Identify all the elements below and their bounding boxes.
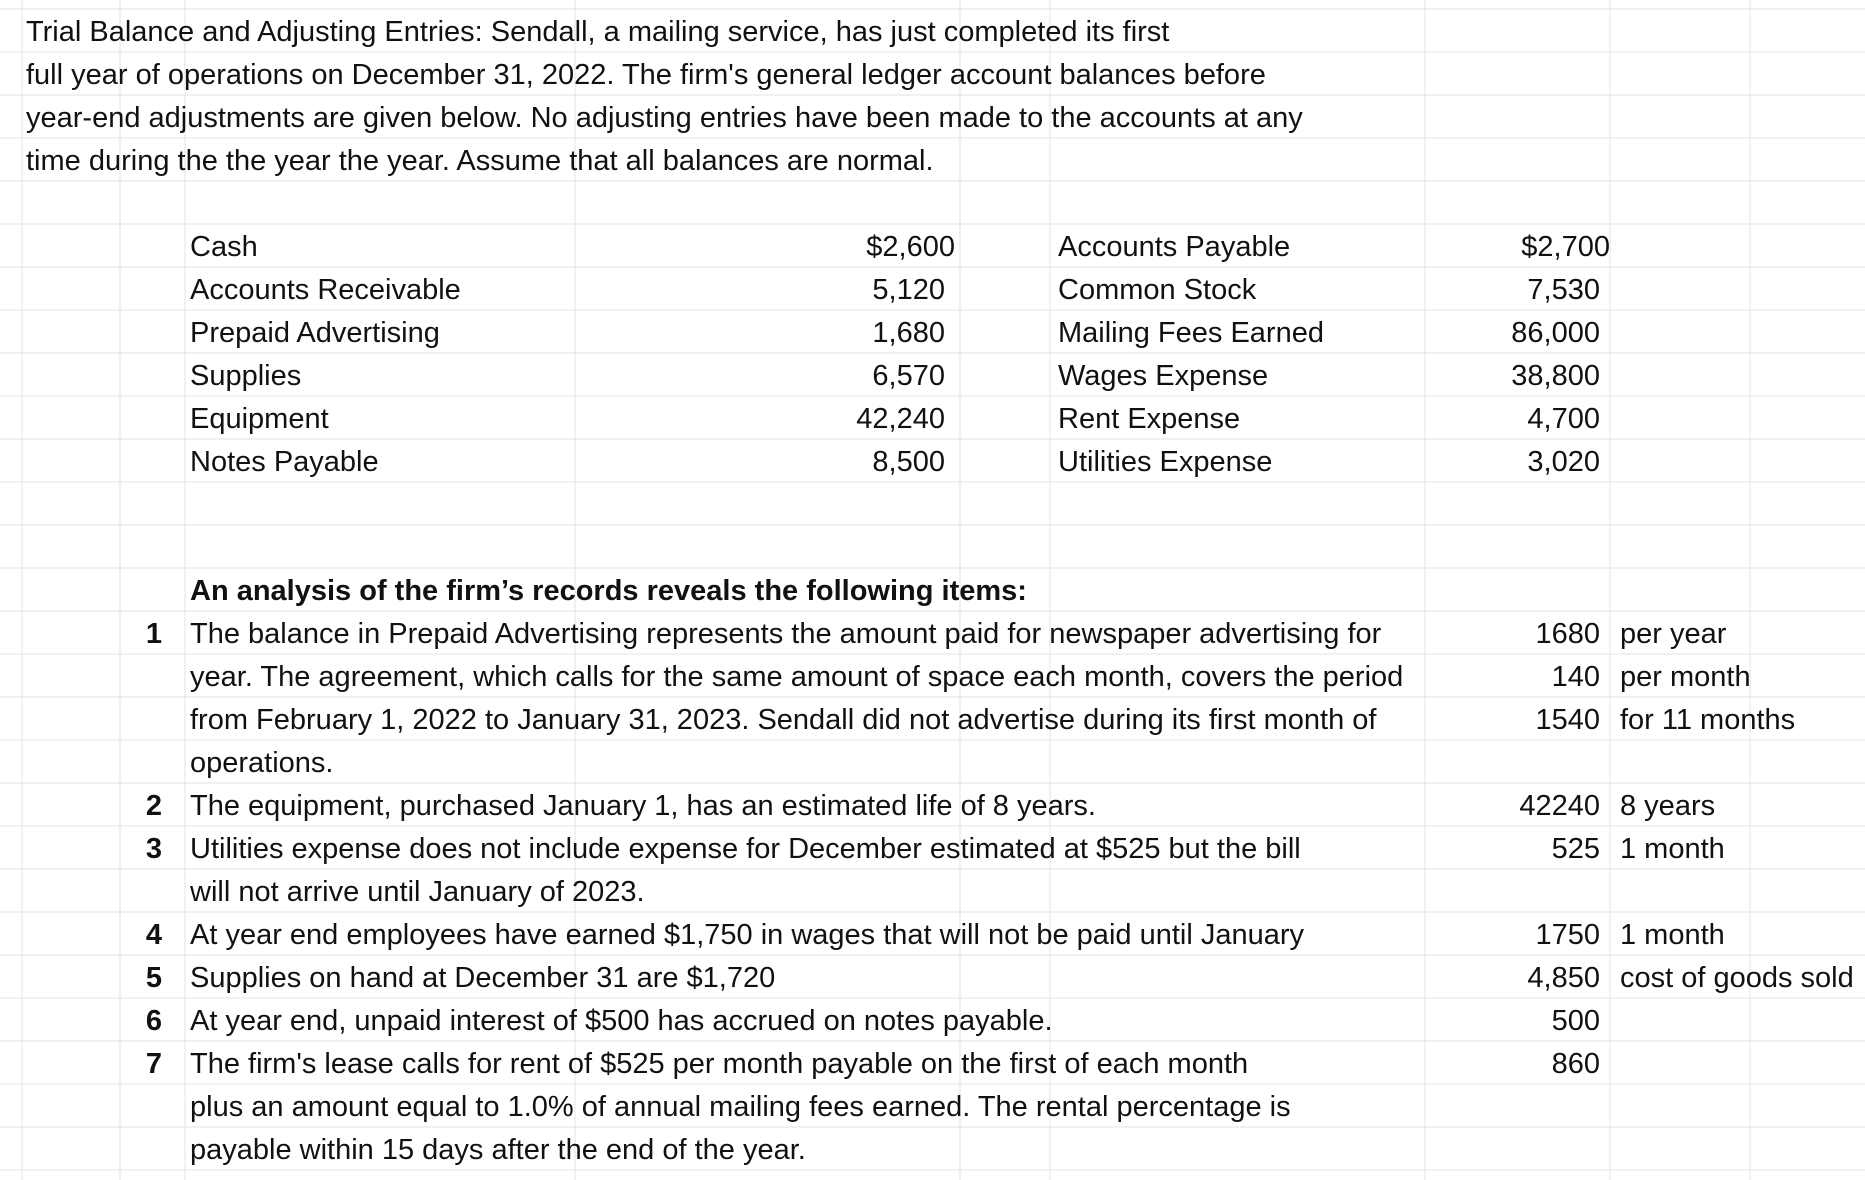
account-name: Supplies [190,360,302,392]
item-value: 42240 [1519,790,1600,822]
item-value [1430,1128,1600,1171]
item-number [120,741,162,784]
item-value: 1680 [1535,618,1600,650]
item-number [120,1085,162,1128]
item-value: 140 [1551,661,1600,693]
account-amount: 4,700 [1527,403,1600,435]
account-amount: 38,800 [1511,360,1600,392]
intro-line: Trial Balance and Adjusting Entries: Sendall, a mailing service, has just completed its first [26,16,1170,48]
item-text: Supplies on hand at December 31 are $1,720 [190,962,776,994]
analysis-heading: An analysis of the firm’s records reveals the following items: [190,575,1027,607]
account-name: Prepaid Advertising [190,317,440,349]
item-number [120,1128,162,1171]
item-note: per month [1620,661,1751,693]
item-note: for 11 months [1620,704,1796,736]
account-amount: $2,600 [866,231,955,263]
account-amount: 5,120 [872,274,945,306]
item-number: 7 [145,1048,162,1080]
item-text: Utilities expense does not include expense for December estimated at $525 but the bill [190,833,1301,865]
account-amount: 3,020 [1527,446,1600,478]
item-text: The equipment, purchased January 1, has an estimated life of 8 years. [190,790,1096,822]
item-value: 4,850 [1527,962,1600,994]
account-amount: 86,000 [1511,317,1600,349]
item-text: year. The agreement, which calls for the same amount of space each month, covers the period [190,661,1404,693]
account-name: Notes Payable [190,446,379,478]
item-text: from February 1, 2022 to January 31, 2023. Sendall did not advertise during its first month of [190,704,1377,736]
account-name: Accounts Payable [1058,231,1291,263]
item-text: At year end, unpaid interest of $500 has accrued on notes payable. [190,1005,1053,1037]
account-name: Equipment [190,403,329,435]
item-text: payable within 15 days after the end of the year. [190,1134,806,1166]
intro-line: full year of operations on December 31, 2022. The firm's general ledger account balances before [26,59,1266,91]
item-value [1430,741,1600,784]
intro-line: time during the the year the year. Assume that all balances are normal. [26,145,934,177]
account-name: Mailing Fees Earned [1058,317,1324,349]
item-note: cost of goods sold [1620,962,1854,994]
account-amount: 42,240 [856,403,945,435]
item-value: 1750 [1535,919,1600,951]
account-name: Common Stock [1058,274,1257,306]
item-text: will not arrive until January of 2023. [190,876,645,908]
item-value: 860 [1551,1048,1600,1080]
account-amount: 8,500 [872,446,945,478]
item-number [120,655,162,698]
item-note: 1 month [1620,919,1725,951]
item-value [1430,1085,1600,1128]
item-number: 1 [145,618,162,650]
item-text: At year end employees have earned $1,750 in wages that will not be paid until January [190,919,1304,951]
item-text: operations. [190,747,334,779]
account-name: Accounts Receivable [190,274,461,306]
account-amount: 1,680 [872,317,945,349]
item-text: plus an amount equal to 1.0% of annual mailing fees earned. The rental percentage is [190,1091,1291,1123]
account-amount: 6,570 [872,360,945,392]
item-number [120,870,162,913]
item-value [1430,870,1600,913]
intro-line: year-end adjustments are given below. No adjusting entries have been made to the accounts at any [26,102,1303,134]
item-note: per year [1620,618,1727,650]
item-value: 500 [1551,1005,1600,1037]
item-number: 3 [145,833,162,865]
item-number: 4 [145,919,162,951]
account-amount: 7,530 [1527,274,1600,306]
item-text: The firm's lease calls for rent of $525 per month payable on the first of each month [190,1048,1249,1080]
account-name: Wages Expense [1058,360,1269,392]
item-value: 525 [1551,833,1600,865]
item-number: 5 [145,962,162,994]
item-number [120,698,162,741]
item-number: 6 [145,1005,162,1037]
item-note: 1 month [1620,833,1725,865]
account-name: Rent Expense [1058,403,1241,435]
account-name: Utilities Expense [1058,446,1273,478]
item-note: 8 years [1620,790,1716,822]
account-amount: $2,700 [1521,231,1610,263]
item-value: 1540 [1535,704,1600,736]
item-number: 2 [145,790,162,822]
account-name: Cash [190,231,258,263]
item-text: The balance in Prepaid Advertising represents the amount paid for newspaper advertising for [190,618,1382,650]
